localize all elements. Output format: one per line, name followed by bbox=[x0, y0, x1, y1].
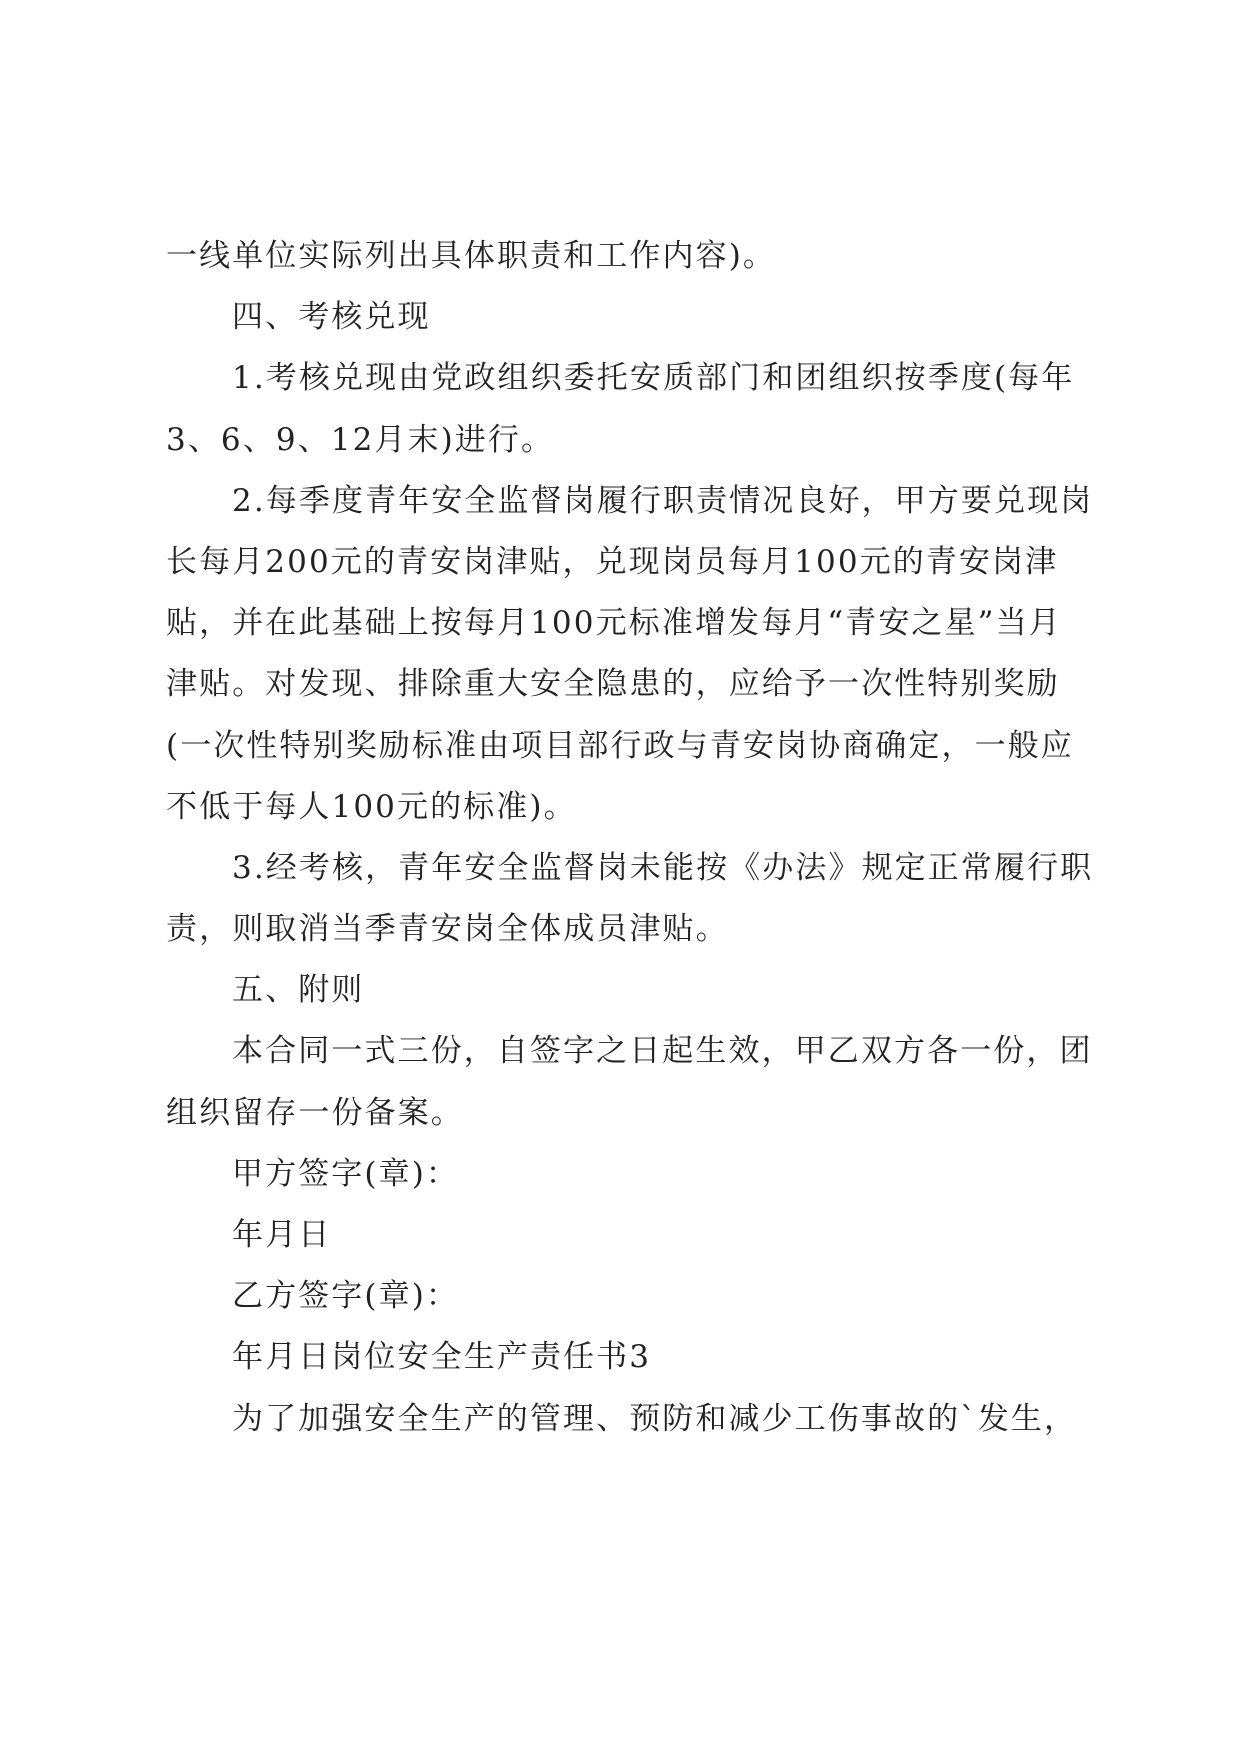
text-line: 本合同一式三份，自签字之日起生效，甲乙双方各一份，团 bbox=[232, 1033, 1093, 1070]
text-line: 长每月200元的青安岗津贴，兑现岗员每月100元的青安岗津 bbox=[166, 543, 1059, 580]
party-a-signature-line: 甲方签字(章)： bbox=[232, 1155, 459, 1192]
date-and-next-title-line: 年月日岗位安全生产责任书3 bbox=[232, 1339, 652, 1376]
text-line: 2.每季度青年安全监督岗履行职责情况良好，甲方要兑现岗 bbox=[232, 482, 1094, 519]
text-line: 责，则取消当季青安岗全体成员津贴。 bbox=[166, 911, 729, 948]
text-line: 为了加强安全生产的管理、预防和减少工伤事故的`发生， bbox=[232, 1400, 1078, 1437]
section-heading-assessment: 四、考核兑现 bbox=[232, 299, 431, 336]
party-b-signature-line: 乙方签字(章)： bbox=[232, 1278, 459, 1315]
text-line: 不低于每人100元的标准)。 bbox=[166, 788, 577, 825]
text-line: 津贴。对发现、排除重大安全隐患的，应给予一次性特别奖励 bbox=[166, 666, 1060, 703]
text-line: (一次性特别奖励标准由项目部行政与青安岗协商确定，一般应 bbox=[166, 727, 1074, 764]
text-line: 3.经考核，青年安全监督岗未能按《办法》规定正常履行职 bbox=[232, 849, 1094, 886]
date-line: 年月日 bbox=[232, 1217, 332, 1253]
text-line: 贴，并在此基础上按每月100元标准增发每月“青安之星”当月 bbox=[166, 605, 1062, 642]
section-heading-appendix: 五、附则 bbox=[232, 972, 365, 1009]
document-body bbox=[166, 226, 1096, 1450]
text-line: 1.考核兑现由党政组织委托安质部门和团组织按季度(每年 bbox=[232, 360, 1075, 397]
text-line: 3、6、9、12月末)进行。 bbox=[166, 421, 555, 458]
text-line: 组织留存一份备案。 bbox=[166, 1094, 464, 1131]
text-line: 一线单位实际列出具体职责和工作内容)。 bbox=[166, 238, 776, 274]
